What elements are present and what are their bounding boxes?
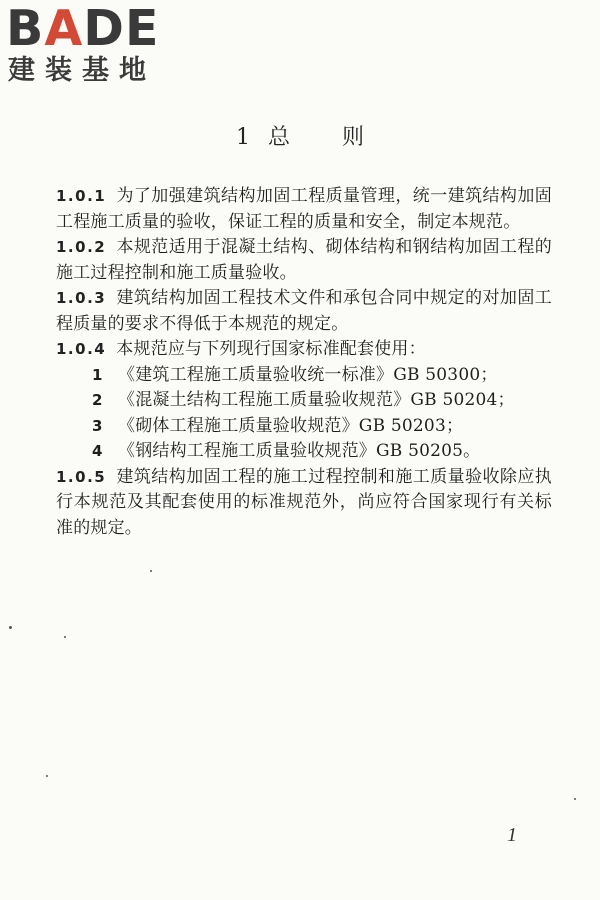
clause-number: 1.0.4 <box>56 340 107 358</box>
scan-speck <box>9 626 12 629</box>
clause-text: 建筑结构加固工程的施工过程控制和施工质量验收除应执行本规范及其配套使用的标准规范外，尚应符合国家现行有关标准的规定。 <box>56 466 552 538</box>
clause-number: 1.0.3 <box>56 289 107 307</box>
logo-letter-a: A <box>44 0 84 57</box>
standard-list-item <box>56 388 552 414</box>
chapter-title-part2: 则 <box>342 125 365 150</box>
clause-1-0-4 <box>56 337 552 363</box>
standard-list-item <box>56 363 552 389</box>
clause-1-0-2 <box>56 235 552 286</box>
clauses-body <box>56 184 552 541</box>
logo-chinese-text: 建装基地 <box>8 55 156 86</box>
clause-1-0-1 <box>56 184 552 235</box>
list-item-text: 《钢结构工程施工质量验收规范》GB 50205。 <box>118 441 481 461</box>
clause-text: 为了加强建筑结构加固工程质量管理，统一建筑结构加固工程施工质量的验收，保证工程的质量和安全，制定本规范。 <box>56 186 552 232</box>
clause-1-0-3 <box>56 286 552 337</box>
logo-letters-de: DE <box>83 0 160 57</box>
chapter-title <box>0 123 600 153</box>
chapter-number: 1 <box>235 125 250 150</box>
standard-list-item <box>56 414 552 440</box>
clause-number: 1.0.2 <box>56 238 107 256</box>
clause-number: 1.0.5 <box>56 467 107 486</box>
clause-text: 建筑结构加固工程技术文件和承包合同中规定的对加固工程质量的要求不得低于本规范的规定。 <box>56 288 552 334</box>
clause-number: 1.0.1 <box>56 187 107 205</box>
scan-speck <box>64 636 66 638</box>
logo-letter-b: B <box>6 0 45 57</box>
scan-speck <box>150 570 152 572</box>
scan-speck <box>574 798 576 800</box>
logo <box>6 0 176 88</box>
clause-1-0-5 <box>56 465 552 542</box>
list-item-number: 2 <box>92 391 103 409</box>
list-item-text: 《砌体工程施工质量验收规范》GB 50203； <box>118 415 464 436</box>
clause-text: 本规范适用于混凝土结构、砌体结构和钢结构加固工程的施工过程控制和施工质量验收。 <box>56 237 552 283</box>
list-item-number: 4 <box>92 442 103 460</box>
list-item-text: 《建筑工程施工质量验收统一标准》GB 50300； <box>118 364 498 385</box>
scan-speck <box>46 775 48 777</box>
logo-latin-text <box>6 0 160 57</box>
list-item-number: 1 <box>92 365 103 384</box>
standard-list-item <box>56 439 552 465</box>
list-item-text: 《混凝土结构工程施工质量验收规范》GB 50204； <box>118 390 515 410</box>
chapter-title-part1: 总 <box>267 125 290 150</box>
page-number: 1 <box>507 824 517 846</box>
list-item-number: 3 <box>92 416 103 435</box>
clause-text: 本规范应与下列现行国家标准配套使用： <box>116 339 426 359</box>
